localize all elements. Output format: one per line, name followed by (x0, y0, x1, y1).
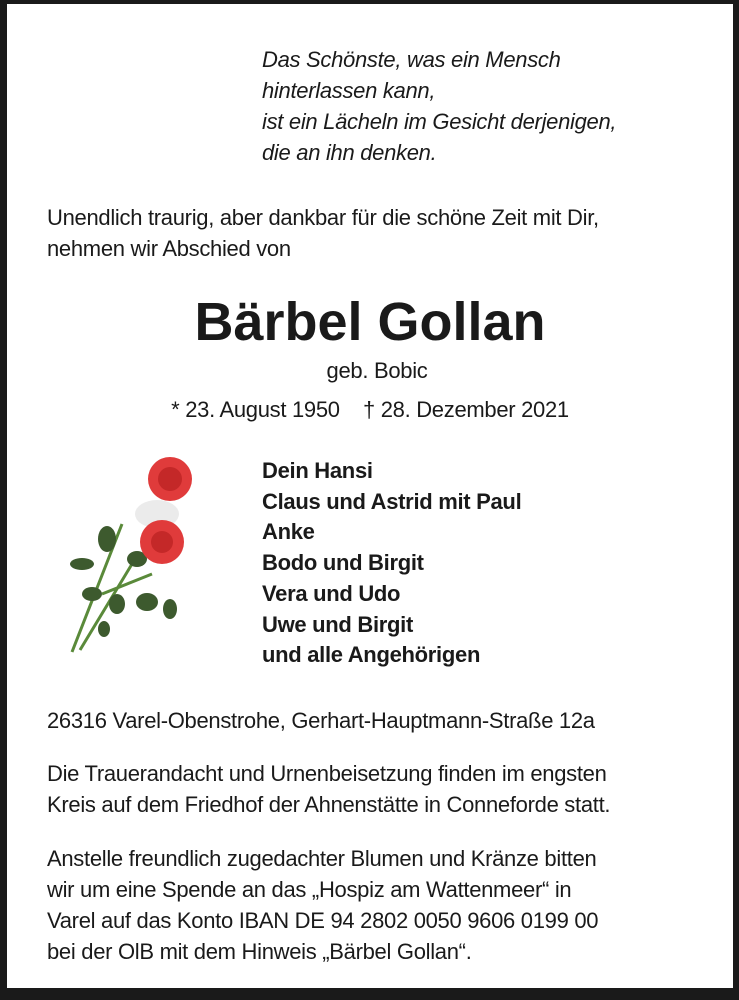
intro-line: Unendlich traurig, aber dankbar für die schöne Zeit mit Dir, (47, 205, 599, 230)
intro-text (47, 202, 599, 264)
donation-line: wir um eine Spende an das „Hospiz am Wattenmeer“ in (47, 877, 572, 902)
family-list (262, 456, 521, 671)
family-member: Anke (262, 519, 315, 545)
birth-name: geb. Bobic (326, 358, 428, 383)
family-member: Dein Hansi (262, 458, 373, 483)
family-member: Uwe und Birgit (262, 611, 414, 637)
address: 26316 Varel-Obenstrohe, Gerhart-Hauptmann-Straße 12a (47, 708, 595, 733)
quote-line: ist ein Lächeln im Gesicht derjenigen, (262, 109, 617, 134)
roses-icon (62, 454, 192, 654)
quote-line: hinterlassen kann, (262, 78, 436, 103)
quote-line: die an ihn denken. (262, 140, 437, 165)
family-member: und alle Angehörigen (262, 642, 481, 668)
life-dates: * 23. August 1950 † 28. Dezember 2021 (171, 397, 569, 422)
ceremony-line: Kreis auf dem Friedhof der Ahnenstätte in Conneforde statt. (47, 792, 611, 817)
family-member: Vera und Udo (262, 580, 401, 606)
ceremony-text (47, 758, 610, 820)
deceased-name: Bärbel Gollan (194, 292, 546, 352)
obituary-notice (7, 4, 733, 988)
quote (262, 44, 616, 168)
donation-line: Varel auf das Konto IBAN DE 94 2802 0050 9606 0199 00 (47, 908, 599, 933)
quote-line: Das Schönste, was ein Mensch (262, 47, 561, 72)
ceremony-line: Die Trauerandacht und Urnenbeisetzung finden im engsten (47, 761, 607, 786)
donation-text (47, 843, 598, 967)
family-member: Bodo und Birgit (262, 550, 424, 576)
donation-line: Anstelle freundlich zugedachter Blumen und Kränze bitten (47, 846, 597, 871)
intro-line: nehmen wir Abschied von (47, 236, 291, 261)
donation-line: bei der OlB mit dem Hinweis „Bärbel Gollan“. (47, 939, 472, 964)
family-member: Claus und Astrid mit Paul (262, 488, 522, 514)
